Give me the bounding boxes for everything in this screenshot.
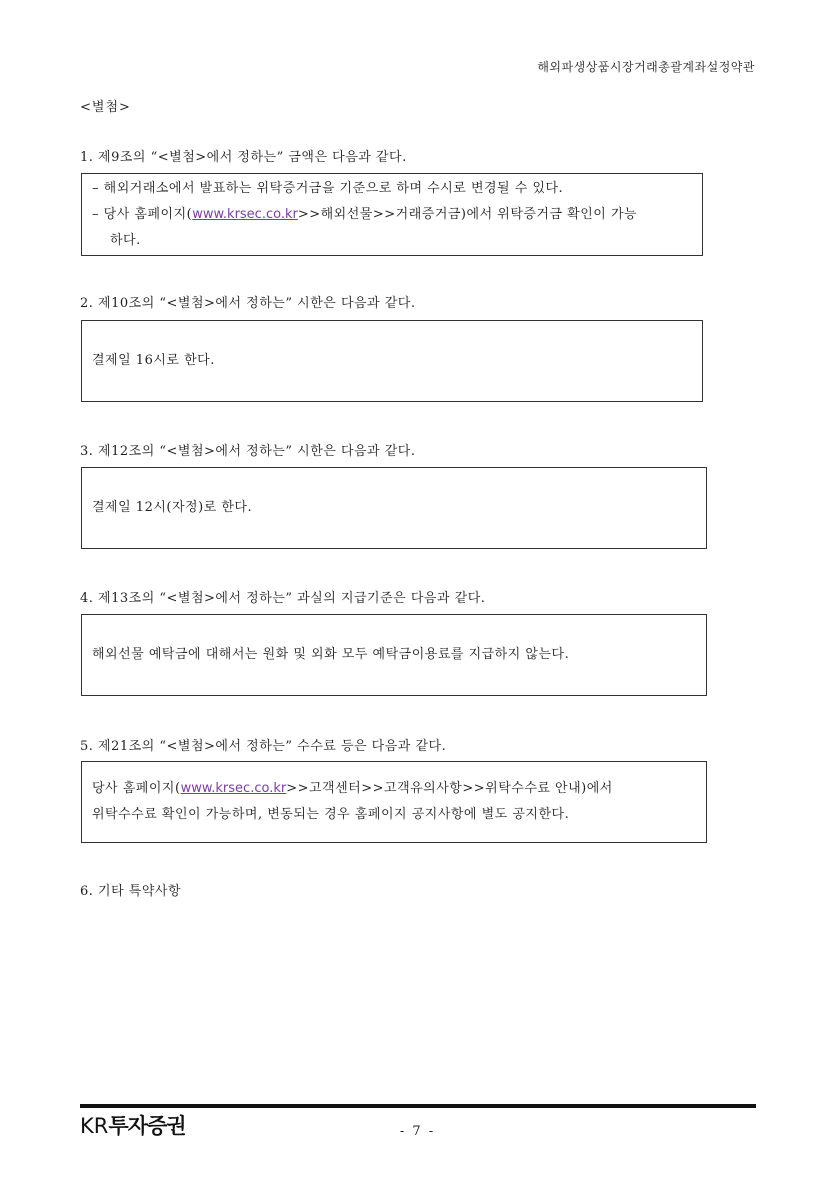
- section-3-title: 3. 제12조의 “<별첨>에서 정하는” 시한은 다음과 같다.: [80, 444, 416, 459]
- section-5-line-1: [92, 776, 696, 802]
- document-header-title: 해외파생상품시장거래총괄계좌설정약관: [537, 60, 755, 74]
- section-5-line-1-pre: 당사 홈페이지(: [92, 781, 181, 796]
- section-1-line-1-text: 해외거래소에서 발표하는 위탁증거금을 기준으로 하며 수시로 변경될 수 있다.: [103, 181, 564, 196]
- section-1-line-2-post: >>해외선물>>거래증거금)에서 위탁증거금 확인이 가능: [297, 207, 638, 222]
- section-3-body: 결제일 12시(자정)로 한다.: [92, 500, 253, 515]
- logo-korean: 투자증권: [108, 1114, 186, 1138]
- section-1-line-2-pre: 당사 홈페이지(: [103, 207, 193, 222]
- homepage-link[interactable]: www.krsec.co.kr: [180, 781, 287, 796]
- page-number: - 7 -: [399, 1124, 436, 1139]
- section-5-box: [81, 761, 707, 843]
- dash-bullet: –: [92, 207, 104, 222]
- logo-latin: KR: [80, 1114, 109, 1138]
- section-1-title: 1. 제9조의 “<별첨>에서 정하는” 금액은 다음과 같다.: [80, 150, 407, 165]
- dash-bullet: –: [92, 181, 104, 196]
- section-1-box: [81, 173, 703, 256]
- section-4-body: 해외선물 예탁금에 대해서는 원화 및 외화 모두 예탁금이용료를 지급하지 않는다.: [92, 647, 570, 662]
- section-2-body: 결제일 16시로 한다.: [92, 353, 215, 368]
- section-5-line-1-post: >>고객센터>>고객유의사항>>위탁수수료 안내)에서: [286, 781, 613, 796]
- homepage-link[interactable]: www.krsec.co.kr: [192, 207, 298, 222]
- attachment-label: <별첨>: [80, 100, 131, 115]
- section-5-title: 5. 제21조의 “<별첨>에서 정하는” 수수료 등은 다음과 같다.: [80, 739, 447, 754]
- section-1-line-2: [92, 202, 692, 228]
- section-1-line-1: [92, 176, 692, 202]
- footer-rule: [80, 1104, 756, 1108]
- section-4-title: 4. 제13조의 “<별첨>에서 정하는” 과실의 지급기준은 다음과 같다.: [80, 591, 486, 606]
- section-3-box: [81, 467, 707, 549]
- section-2-box: [81, 320, 703, 402]
- section-6-title: 6. 기타 특약사항: [80, 884, 182, 899]
- section-1-line-3: 하다.: [110, 233, 141, 248]
- section-2-title: 2. 제10조의 “<별첨>에서 정하는” 시한은 다음과 같다.: [80, 296, 416, 311]
- section-4-box: [81, 614, 707, 696]
- section-5-line-2: 위탁수수료 확인이 가능하며, 변동되는 경우 홈페이지 공지사항에 별도 공지한다.: [92, 807, 570, 822]
